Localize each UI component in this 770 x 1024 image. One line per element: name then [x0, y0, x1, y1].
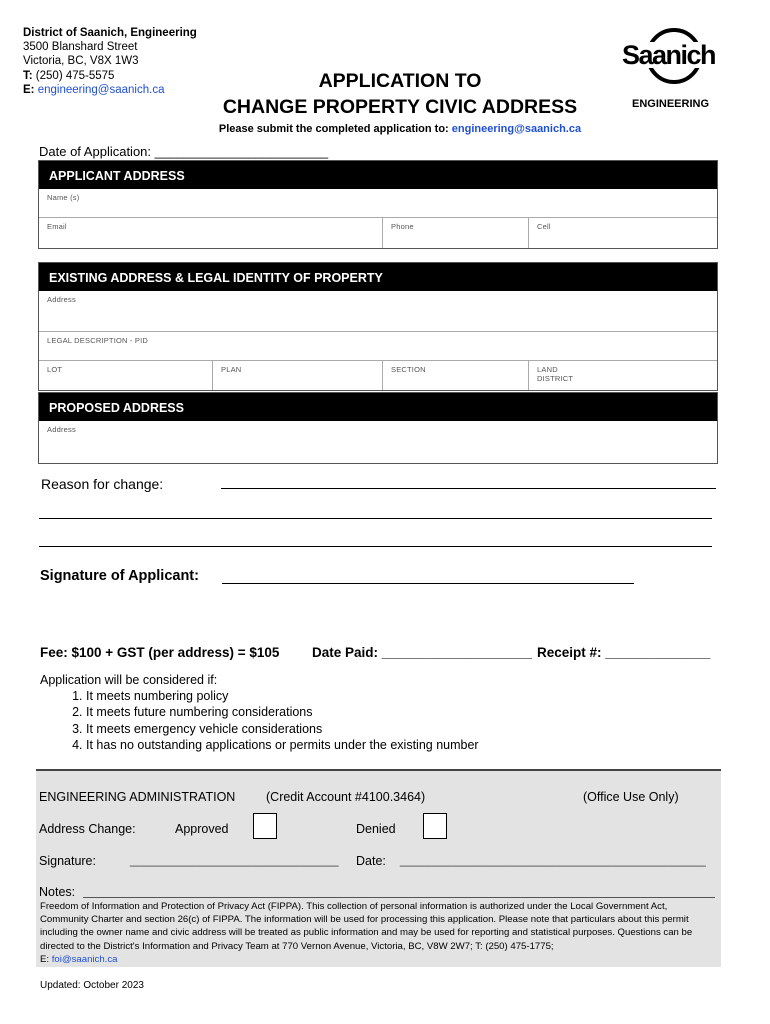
- existing-header: EXISTING ADDRESS & LEGAL IDENTITY OF PROPERTY: [39, 263, 717, 291]
- plan-label: PLAN: [221, 365, 242, 374]
- approved-label: Approved: [175, 822, 229, 836]
- updated-date: Updated: October 2023: [40, 980, 144, 991]
- office-date-line[interactable]: ____________________________________________: [400, 853, 706, 867]
- city: Victoria, BC, V8X 1W3: [23, 55, 139, 68]
- legal-description-field[interactable]: [39, 331, 717, 360]
- plan-field[interactable]: [212, 361, 242, 390]
- list-item: 4. It has no outstanding applications or permits under the existing number: [86, 737, 479, 753]
- proposed-section: [38, 392, 718, 464]
- email-label: E:: [23, 83, 35, 96]
- email-link[interactable]: engineering@saanich.ca: [37, 83, 165, 96]
- cell-field-label: Cell: [537, 222, 551, 231]
- legal-row: [39, 360, 717, 390]
- proposed-address-field[interactable]: [39, 421, 717, 463]
- list-item: 3. It meets emergency vehicle considerations: [86, 721, 479, 737]
- land-district-label: LAND DISTRICT: [537, 365, 574, 383]
- list-item: 1. It meets numbering policy: [86, 688, 479, 704]
- lot-label: LOT: [47, 365, 63, 374]
- approved-checkbox[interactable]: [253, 813, 277, 839]
- considerations: [40, 672, 479, 753]
- signature-line[interactable]: [222, 583, 634, 584]
- privacy-notice: [40, 900, 712, 966]
- existing-section: [38, 262, 718, 391]
- receipt-number[interactable]: Receipt #: ______________: [537, 645, 711, 660]
- considerations-list: [40, 688, 479, 753]
- reason-line-2[interactable]: [39, 518, 712, 519]
- office-use-only: (Office Use Only): [583, 790, 679, 804]
- logo-sub: ENGINEERING: [632, 98, 710, 110]
- existing-address-field[interactable]: [39, 291, 717, 331]
- org-dept: , Engineering: [123, 27, 197, 39]
- address-change-label: Address Change:: [39, 822, 136, 836]
- privacy-email-link[interactable]: foi@saanich.ca: [51, 953, 118, 965]
- name-field[interactable]: [39, 189, 717, 217]
- existing-address-label: Address: [47, 295, 76, 304]
- contact-row: [39, 217, 717, 248]
- list-item: 2. It meets future numbering considerations: [86, 704, 479, 720]
- office-date-label: Date:: [356, 854, 386, 868]
- submit-note: [150, 123, 650, 135]
- office-signature-label: Signature:: [39, 854, 96, 868]
- date-of-application[interactable]: Date of Application: ________________________: [39, 144, 329, 159]
- proposed-header: PROPOSED ADDRESS: [39, 393, 717, 421]
- reason-label: Reason for change:: [41, 476, 164, 492]
- phone-field[interactable]: [382, 218, 414, 248]
- notes-label: Notes:: [39, 885, 76, 899]
- denied-label: Denied: [356, 822, 396, 836]
- section-label: SECTION: [391, 365, 426, 374]
- legal-description-label: LEGAL DESCRIPTION - PID: [47, 336, 149, 345]
- proposed-address-label: Address: [47, 425, 76, 434]
- reason-line-3[interactable]: [39, 546, 712, 547]
- street: 3500 Blanshard Street: [23, 41, 138, 54]
- notes-line[interactable]: [83, 897, 715, 898]
- org-name: District of Saanich: [23, 27, 124, 39]
- fee-text: Fee: $100 + GST (per address) = $105: [40, 645, 280, 660]
- privacy-text: Freedom of Information and Protection of Privacy Act (FIPPA). This collection of personal information is authorized under the Local Government Act, Community Charter and section 26(c) of FIPPA. The information will be used for processing this application. Please note that particulars about this permit including the owner name and civic address will be treated as public information and may be used for reporting and statistical purposes. Questions can be directed to the District's Information and Privacy Team at 770 Vernon Avenue, Victoria, BC, V8W 2W7; T: (250) 475-1775;: [40, 901, 693, 952]
- submit-email-link[interactable]: engineering@saanich.ca: [451, 123, 582, 135]
- title-line2: CHANGE PROPERTY CIVIC ADDRESS: [222, 96, 578, 118]
- email-field-label: Email: [47, 222, 67, 231]
- admin-label: ENGINEERING ADMINISTRATION: [39, 790, 236, 804]
- logo-word: Saanich: [622, 40, 716, 70]
- date-paid[interactable]: Date Paid: ____________________: [312, 645, 532, 660]
- land-district-field[interactable]: [528, 361, 574, 390]
- submit-text: Please submit the completed application to:: [218, 123, 452, 135]
- name-label: Name (s): [47, 193, 80, 202]
- phone: (250) 475-5575: [35, 69, 115, 82]
- phone-label: T:: [23, 69, 33, 82]
- signature-label: Signature of Applicant:: [40, 568, 199, 584]
- section-field[interactable]: [382, 361, 426, 390]
- denied-checkbox[interactable]: [423, 813, 447, 839]
- reason-line-1[interactable]: [221, 488, 716, 489]
- applicant-header: APPLICANT ADDRESS: [39, 161, 717, 189]
- title-line1: APPLICATION TO: [318, 70, 482, 92]
- office-signature-line[interactable]: ______________________________: [130, 853, 339, 867]
- phone-field-label: Phone: [391, 222, 414, 231]
- privacy-email-label: E:: [40, 953, 52, 965]
- cell-field[interactable]: [528, 218, 551, 248]
- considerations-intro: Application will be considered if:: [40, 673, 218, 687]
- applicant-section: [38, 160, 718, 249]
- credit-account: (Credit Account #4100.3464): [266, 790, 426, 804]
